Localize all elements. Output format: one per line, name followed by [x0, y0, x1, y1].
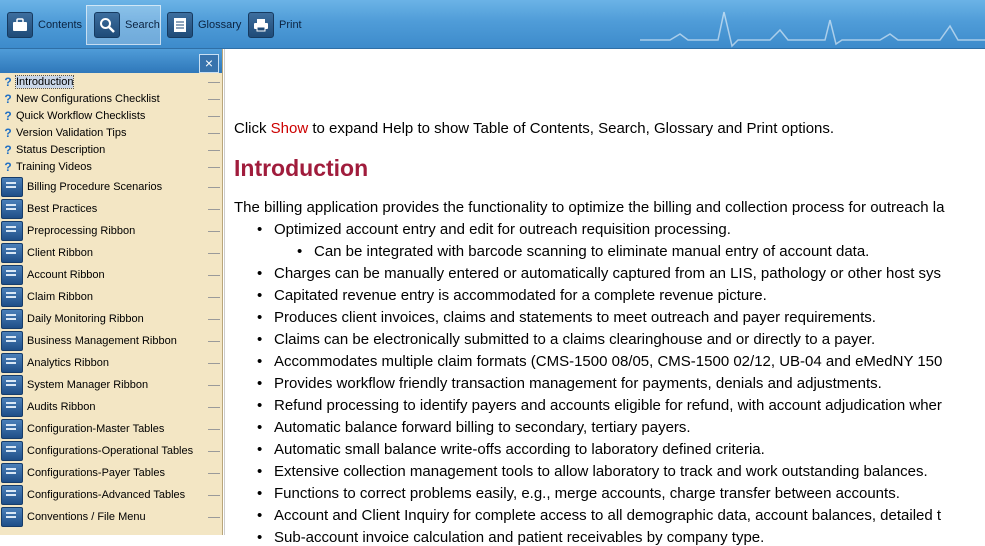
- help-page-icon: ?: [4, 126, 12, 140]
- toc-item-label: Account Ribbon: [27, 269, 105, 281]
- glossary-label: Glossary: [198, 19, 242, 31]
- toc-item[interactable]: [0, 375, 222, 395]
- tree-connector: [208, 451, 220, 452]
- toc-item[interactable]: [0, 125, 222, 141]
- help-toolbar: [0, 0, 985, 49]
- toc-item-label: Version Validation Tips: [16, 127, 127, 139]
- show-hint: [234, 120, 834, 137]
- book-icon: [1, 243, 23, 263]
- help-page-icon: ?: [4, 109, 12, 123]
- book-icon: [1, 199, 23, 219]
- show-link[interactable]: Show: [270, 120, 309, 137]
- tree-connector: [208, 495, 220, 496]
- help-page-icon: ?: [4, 143, 12, 157]
- toc-item-label: Preprocessing Ribbon: [27, 225, 136, 237]
- toc-item-label: Introduction: [16, 76, 74, 88]
- toc-item-label: Claim Ribbon: [27, 291, 94, 303]
- page-title: Introduction: [234, 155, 369, 181]
- book-icon: [1, 441, 23, 461]
- toc-item[interactable]: [0, 159, 222, 175]
- help-page-icon: ?: [4, 92, 12, 106]
- toc-item[interactable]: [0, 507, 222, 527]
- close-icon[interactable]: ×: [199, 54, 219, 73]
- tree-connector: [208, 167, 220, 168]
- toc-item[interactable]: [0, 108, 222, 124]
- toc-item[interactable]: [0, 309, 222, 329]
- tree-connector: [208, 150, 220, 151]
- hint-text-before: Click: [234, 120, 271, 137]
- toc-item[interactable]: [0, 199, 222, 219]
- tree-connector: [208, 253, 220, 254]
- toc-item-label: Status Description: [16, 144, 106, 156]
- toc-item[interactable]: [0, 265, 222, 285]
- tree-connector: [208, 133, 220, 134]
- tree-connector: [208, 99, 220, 100]
- briefcase-icon: [7, 12, 33, 38]
- toc-item[interactable]: [0, 441, 222, 461]
- book-icon: [1, 397, 23, 417]
- toc-item-label: Training Videos: [16, 161, 92, 173]
- heartbeat-decoration: [640, 0, 985, 48]
- toc-item[interactable]: [0, 287, 222, 307]
- book-icon: [1, 507, 23, 527]
- help-page-icon: ?: [4, 160, 12, 174]
- toc-item-label: New Configurations Checklist: [16, 93, 160, 105]
- toc-item[interactable]: [0, 91, 222, 107]
- toc-item[interactable]: [0, 243, 222, 263]
- list-item: • Functions to correct problems easily, e.g., merge accounts, charge transfer between accounts.: [274, 485, 900, 502]
- contents-label: Contents: [38, 19, 83, 31]
- list-item: • Charges can be manually entered or automatically captured from an LIS, pathology or other host sys: [274, 265, 941, 282]
- toc-item-label: Billing Procedure Scenarios: [27, 181, 163, 193]
- toc-item-label: Configurations-Operational Tables: [27, 445, 194, 457]
- toc-item[interactable]: [0, 221, 222, 241]
- toc-item[interactable]: [0, 463, 222, 483]
- list-item: • Accommodates multiple claim formats (CMS-1500 08/05, CMS-1500 02/12, UB-04 and eMedNY 150: [274, 353, 942, 370]
- list-item: • Account and Client Inquiry for complete access to all demographic data, account balances, detailed t: [274, 507, 941, 524]
- toc-item-label: Configurations-Advanced Tables: [27, 489, 186, 501]
- sub-list-item: • Can be integrated with barcode scanning to eliminate manual entry of account data.: [314, 243, 869, 260]
- tree-connector: [208, 275, 220, 276]
- toc-item-label: Daily Monitoring Ribbon: [27, 313, 144, 325]
- book-icon: [1, 331, 23, 351]
- toc-item[interactable]: [0, 177, 222, 197]
- book-icon: [1, 375, 23, 395]
- list-item: • Extensive collection management tools to allow laboratory to track and work outstanding balances.: [274, 463, 928, 480]
- list-icon: [167, 12, 193, 38]
- hint-text-after: to expand Help to show Table of Contents, Search, Glossary and Print options.: [308, 120, 835, 137]
- toc-item[interactable]: [0, 142, 222, 158]
- tree-connector: [208, 209, 220, 210]
- search-label: Search: [125, 19, 160, 31]
- list-item: • Sub-account invoice calculation and patient receivables by company type.: [274, 529, 764, 546]
- glossary-button[interactable]: [160, 6, 242, 44]
- toc-item[interactable]: [0, 397, 222, 417]
- tree-connector: [208, 407, 220, 408]
- toc-item-label: Business Management Ribbon: [27, 335, 177, 347]
- list-item: • Provides workflow friendly transaction management for payments, denials and adjustments.: [274, 375, 882, 392]
- toc-item[interactable]: [0, 331, 222, 351]
- intro-paragraph: The billing application provides the functionality to optimize the billing and collection process for outreach la: [234, 199, 945, 216]
- tree-connector: [208, 473, 220, 474]
- toc-item-label: Audits Ribbon: [27, 401, 96, 413]
- list-item: • Refund processing to identify payers and accounts eligible for refund, with account adjudication wher: [274, 397, 942, 414]
- toc-item-label: Best Practices: [27, 203, 98, 215]
- toc-item[interactable]: [0, 353, 222, 373]
- tree-connector: [208, 385, 220, 386]
- table-of-contents-pane: [0, 49, 223, 535]
- toc-item-label: Conventions / File Menu: [27, 511, 146, 523]
- book-icon: [1, 221, 23, 241]
- printer-icon: [248, 12, 274, 38]
- toc-item-label: Configurations-Payer Tables: [27, 467, 165, 479]
- toc-item-label: Analytics Ribbon: [27, 357, 109, 369]
- toc-item-label: Configuration-Master Tables: [27, 423, 165, 435]
- help-page-icon: ?: [4, 75, 12, 89]
- list-item: • Produces client invoices, claims and statements to meet outreach and payer requirements.: [274, 309, 876, 326]
- list-item: • Claims can be electronically submitted to a claims clearinghouse and or directly to a payer.: [274, 331, 875, 348]
- contents-button[interactable]: [0, 6, 85, 44]
- search-button[interactable]: [86, 5, 161, 45]
- list-item: • Automatic balance forward billing to secondary, tertiary payers.: [274, 419, 691, 436]
- print-button[interactable]: [241, 6, 306, 44]
- toc-item[interactable]: [0, 419, 222, 439]
- tree-connector: [208, 319, 220, 320]
- toc-header: [0, 49, 222, 73]
- book-icon: [1, 177, 23, 197]
- toc-item-label: System Manager Ribbon: [27, 379, 149, 391]
- book-icon: [1, 353, 23, 373]
- help-content: [234, 49, 985, 546]
- book-icon: [1, 287, 23, 307]
- list-item: • Optimized account entry and edit for outreach requisition processing.: [274, 221, 731, 238]
- tree-connector: [208, 341, 220, 342]
- tree-connector: [208, 363, 220, 364]
- tree-connector: [208, 297, 220, 298]
- book-icon: [1, 463, 23, 483]
- print-label: Print: [279, 19, 302, 31]
- book-icon: [1, 419, 23, 439]
- tree-connector: [208, 429, 220, 430]
- book-icon: [1, 485, 23, 505]
- list-item: • Automatic small balance write-offs according to laboratory defined criteria.: [274, 441, 765, 458]
- toc-item-label: Quick Workflow Checklists: [16, 110, 146, 122]
- tree-connector: [208, 82, 220, 83]
- book-icon: [1, 309, 23, 329]
- toc-item[interactable]: [0, 485, 222, 505]
- toc-item-label: Client Ribbon: [27, 247, 94, 259]
- pane-divider[interactable]: [224, 49, 225, 535]
- magnifier-icon: [94, 12, 120, 38]
- tree-connector: [208, 231, 220, 232]
- tree-connector: [208, 187, 220, 188]
- tree-connector: [208, 517, 220, 518]
- list-item: • Capitated revenue entry is accommodated for a complete revenue picture.: [274, 287, 767, 304]
- toc-item[interactable]: [0, 74, 222, 90]
- tree-connector: [208, 116, 220, 117]
- book-icon: [1, 265, 23, 285]
